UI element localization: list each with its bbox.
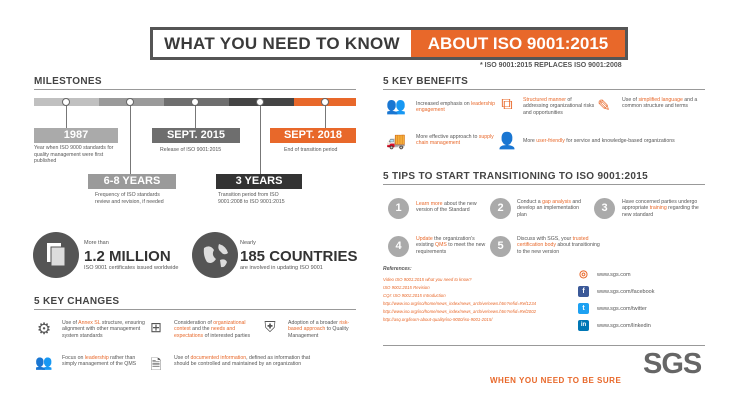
benefits-divider (383, 89, 705, 90)
timeline-dot (321, 98, 329, 106)
timeline-dot (126, 98, 134, 106)
tips-divider (383, 184, 705, 185)
tip-5: Discuss with SGS, your trusted certification body about transitioning to the new version (517, 236, 600, 255)
social-row-facebook[interactable] (578, 283, 708, 300)
tip-5-number: 5 (490, 236, 511, 257)
header-left-title: WHAT YOU NEED TO KNOW (153, 30, 411, 57)
change-2: Consideration of organizational context and the needs and expectations of interested parties (174, 320, 251, 339)
milestone-1987-box: 1987 (34, 128, 118, 143)
million-big: 1.2 MILLION (84, 248, 171, 265)
tip-1-number: 1 (388, 198, 409, 219)
milestone-68years-box: 6-8 YEARS (88, 174, 176, 189)
linkedin-icon: in (578, 320, 589, 331)
key-changes-divider (34, 309, 356, 310)
social-text: www.sgs.com/twitter (597, 305, 647, 312)
user-icon: 👤 (497, 133, 517, 150)
connector-line (325, 106, 326, 128)
sgs-logo: SGS (643, 348, 702, 380)
social-links (578, 266, 708, 334)
milestone-sept2018-text: End of transition period (284, 147, 338, 153)
connector-line (195, 106, 196, 128)
facebook-icon: f (578, 286, 589, 297)
reference-link[interactable]: http://www.iso.org/iso/home/news_index/news_archive/news.htm?refid=Ref2002 (383, 309, 536, 314)
shield-check-icon: ⛨ (264, 319, 276, 336)
certificates-icon (33, 232, 79, 278)
tips-title: 5 TIPS TO START TRANSITIONING TO ISO 9001:2015 (383, 171, 648, 182)
footer-divider (383, 345, 705, 346)
footer-tagline: WHEN YOU NEED TO BE SURE (490, 376, 622, 385)
change-5: Use of documented information, defined as information that should be controlled and maintained by an organization (174, 355, 311, 368)
truck-icon: 🚚 (386, 133, 406, 150)
timeline-dot (191, 98, 199, 106)
timeline-dot (62, 98, 70, 106)
change-3: Adoption of a broader risk-based approach to Quality Management (288, 320, 350, 339)
people-icon: 👥 (35, 354, 53, 370)
key-changes-title: 5 KEY CHANGES (34, 296, 120, 307)
milestone-sept2018-box: SEPT. 2018 (270, 128, 356, 143)
social-text: www.sgs.com/facebook (597, 288, 655, 295)
milestone-3years-text: Transition period from ISO 9001:2008 to ISO 9001:2015 (218, 192, 285, 205)
globe-icon: ◎ (579, 269, 588, 280)
reference-link[interactable]: Video ISO 9001:2015 what you need to know? (383, 277, 472, 282)
timeline-dot (256, 98, 264, 106)
structure-icon: ⧉ (501, 96, 513, 113)
change-4: Focus on leadership rather than simply management of the QMS (62, 355, 137, 368)
pencil-icon: ✎ (597, 98, 611, 115)
milestone-68years-text: Frequency of ISO standards review and revision, if needed (95, 192, 164, 205)
replaces-note: * ISO 9001:2015 REPLACES ISO 9001:2008 (480, 62, 622, 69)
milestones-divider (34, 89, 356, 90)
globe-icon (192, 232, 238, 278)
change-1: Use of Annex SL structure, ensuring alignment with other management system standards (62, 320, 145, 339)
countries-post: are involved in updating ISO 9001 (240, 265, 323, 271)
social-text: www.sgs.com/linkedin (597, 322, 651, 329)
benefit-1: Increased emphasis on leadership engagement (416, 101, 496, 114)
social-row-web[interactable] (578, 266, 708, 283)
header-right-title: ABOUT ISO 9001:2015 (411, 30, 625, 57)
reference-link[interactable]: http://www.iso.org/iso/home/news_index/news_archive/news.htm?refid=Ref1234 (383, 301, 536, 306)
milestones-title: MILESTONES (34, 76, 102, 87)
social-row-twitter[interactable] (578, 300, 708, 317)
benefit-5: More user-friendly for service and knowledge-based organizations (523, 138, 675, 144)
tip-3: Have concerned parties undergo appropriate training regarding the new standard (622, 199, 699, 218)
tip-2-number: 2 (490, 198, 511, 219)
social-row-linkedin[interactable] (578, 317, 708, 334)
benefit-4: More effective approach to supply chain management (416, 134, 494, 147)
million-post: ISO 9001 certificates issued worldwide (84, 265, 179, 271)
references-list (383, 276, 583, 324)
tip-3-number: 3 (594, 198, 615, 219)
tip-2: Conduct a gap analysis and develop an implementation plan (517, 199, 582, 218)
reference-link[interactable]: CQI: ISO 9001:2015 Introduction (383, 293, 446, 298)
million-pre: More than (84, 240, 109, 246)
references-title: References: (383, 266, 412, 272)
milestone-3years-box: 3 YEARS (216, 174, 302, 189)
tip-4-number: 4 (388, 236, 409, 257)
milestone-sept2015-box: SEPT. 2015 (152, 128, 240, 143)
connector-line (66, 106, 67, 128)
connector-line (260, 106, 261, 174)
benefit-2: Structured manner of addressing organizational risks and opportunities (523, 97, 595, 116)
connector-line (130, 106, 131, 174)
social-text: www.sgs.com (597, 271, 631, 278)
tip-1: Learn more about the new version of the Standard (416, 201, 477, 214)
milestone-1987-text: Year when ISO 9000 standards for quality management were first published (34, 145, 114, 164)
gears-icon: ⚙ (36, 321, 52, 338)
twitter-icon: t (578, 303, 589, 314)
reference-link[interactable]: ISO 9001:2015 Revision (383, 285, 430, 290)
benefits-title: 5 KEY BENEFITS (383, 76, 469, 87)
header-banner (150, 27, 628, 60)
countries-pre: Nearly (240, 240, 256, 246)
benefit-3: Use of simplified language and a common structure and terms (622, 97, 698, 110)
milestone-sept2015-text: Release of ISO 9001:2015 (160, 147, 222, 153)
team-icon: 👥 (386, 98, 406, 115)
tip-4: Update the organization's existing QMS to meet the new requirements (416, 236, 486, 255)
org-chart-icon: ⊞ (150, 319, 162, 335)
countries-big: 185 COUNTRIES (240, 248, 358, 265)
document-icon: 🗎 (150, 356, 162, 372)
reference-link[interactable]: http://asq.org/learn-about-quality/iso-9000/iso-9001-2015/ (383, 317, 493, 322)
